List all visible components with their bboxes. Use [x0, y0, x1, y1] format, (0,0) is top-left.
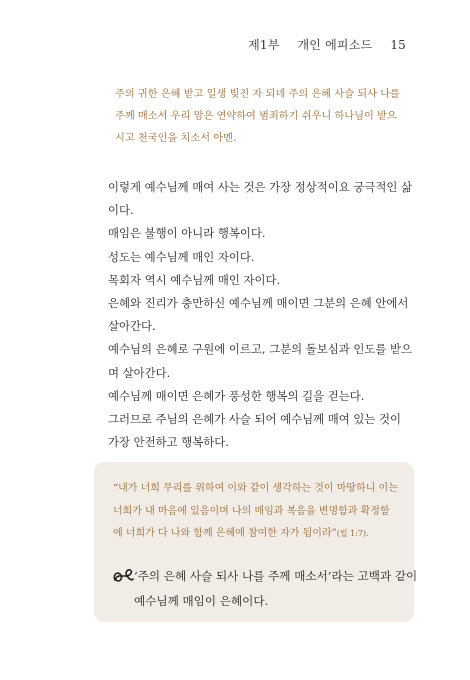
quote-text: 에 너희가 다 나와 함께 은혜에 참여한 자가 됨이라”: [113, 528, 337, 539]
paragraph: 매임은 불행이 아니라 행복이다.: [108, 226, 266, 241]
paragraph: 목회자 역시 예수님께 매인 자이다.: [108, 272, 281, 287]
paragraph: 성도는 예수님께 매인 자이다.: [108, 249, 255, 264]
paragraph: 그러므로 주님의 은혜가 사슬 되어 예수님께 매여 있는 것이 가장 안전하고 행복하다.: [108, 412, 402, 450]
hymn-line: 주의 귀한 은혜 받고 일생 빚진 자 되네 주의 은혜 사슬 되사 나를: [115, 89, 400, 100]
closing-line: 예수님께 매임이 은혜이다.: [134, 594, 269, 608]
body-text: [108, 176, 413, 454]
running-header: [248, 36, 406, 53]
paragraph: 이렇게 예수님께 매여 사는 것은 가장 정상적이요 궁극적인 삶이다.: [108, 180, 413, 218]
page-number: 15: [390, 38, 406, 52]
hymn-line: 주께 매소서 우리 맘은 연약하여 범죄하기 쉬우니 하나님이 받으: [115, 111, 397, 122]
quote-reference: (빌 1:7).: [336, 529, 369, 538]
part-label: 제1부: [248, 38, 280, 52]
closing-line: ‘주의 은혜 사슬 되사 나를 주께 매소서’라는 고백과 같이: [134, 569, 418, 583]
hymn-line: 시고 천국인을 치소서 아멘.: [115, 133, 237, 144]
paragraph: 은혜와 진리가 충만하신 예수님께 매이면 그분의 은혜 안에서 살아간다.: [108, 296, 409, 334]
paragraph: 예수님의 은혜로 구원에 이르고, 그분의 돌보심과 인도를 받으며 살아간다.: [108, 342, 413, 380]
paragraph: 예수님께 매이면 은혜가 풍성한 행복의 길을 걷는다.: [108, 388, 365, 403]
scripture-quote: [113, 478, 413, 546]
closing-statement: [134, 564, 418, 614]
hymn-excerpt: [115, 84, 415, 150]
quote-line-last: [113, 523, 413, 546]
quote-line: 너희가 내 마음에 있음이며 나의 매임과 복음을 변명함과 확정함: [113, 505, 390, 517]
quote-line: “내가 너희 무리를 위하여 이와 같이 생각하는 것이 마땅하니 이는: [113, 483, 398, 494]
flourish-ornament-icon: [112, 568, 134, 584]
section-title: 개인 에피소드: [297, 38, 373, 52]
